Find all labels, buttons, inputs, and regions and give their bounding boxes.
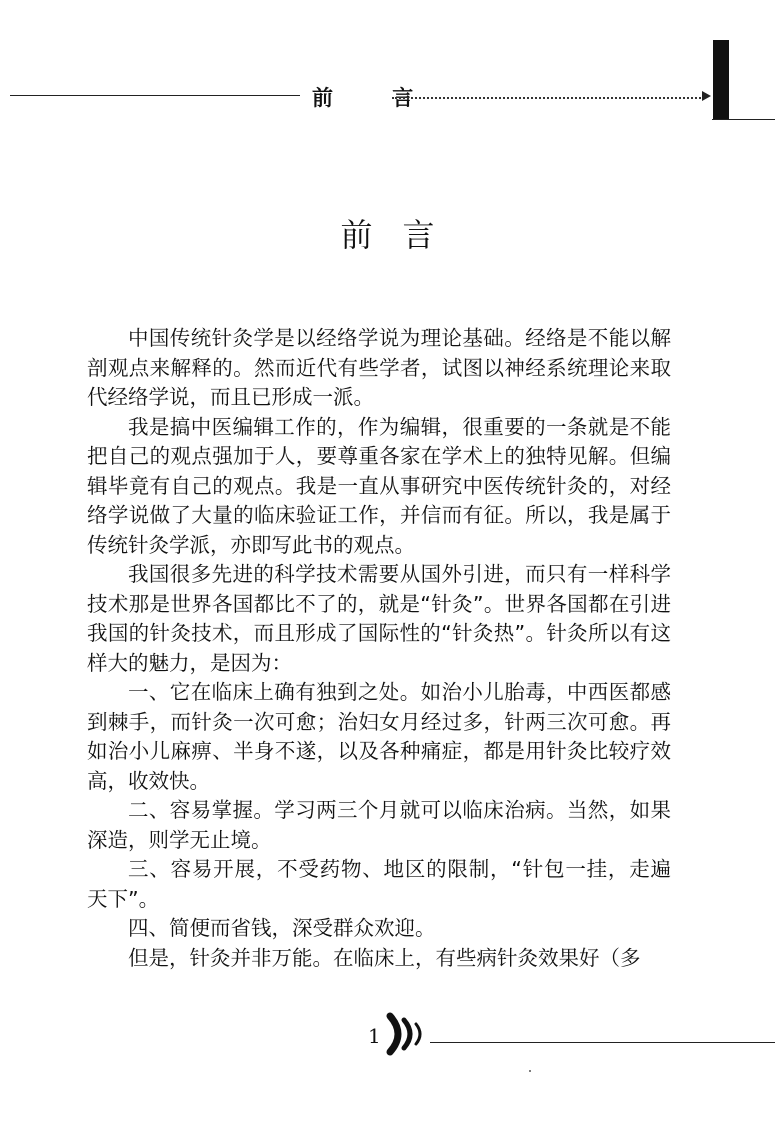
- header-bar-icon: [713, 40, 729, 120]
- paragraph: 我是搞中医编辑工作的，作为编辑，很重要的一条就是不能把自己的观点强加于人，要尊重各家在学术上的独特见解。但编辑毕竟有自己的观点。我是一直从事研究中医传统针灸的，对经络学说做了大量的临床验证工作，并信而有征。所以，我是属于传统针灸学派，亦即写此书的观点。: [87, 414, 671, 557]
- paragraph: 三、容易开展，不受药物、地区的限制，“针包一挂，走遍天下”。: [87, 857, 671, 911]
- paragraph: 我国很多先进的科学技术需要从国外引进，而只有一样科学技术那是世界各国都比不了的，就是“针灸”。世界各国都在引进我国的针灸技术，而且形成了国际性的“针灸热”。针灸所以有这样大的魅力，是因为：: [87, 562, 671, 675]
- header-rule-right: [712, 119, 775, 120]
- header-dotted-leader: [392, 97, 704, 99]
- paragraph: 中国传统针灸学是以经络学说为理论基础。经络是不能以解剖观点来解释的。然而近代有些学者，试图以神经系统理论来取代经络学说，而且已形成一派。: [87, 326, 671, 409]
- page-number: 1: [368, 1024, 381, 1048]
- footer-arcs-icon: [384, 1010, 432, 1058]
- scan-speck: [529, 1070, 531, 1072]
- running-header-title: 前 言: [312, 86, 440, 110]
- header-rule-left: [10, 95, 300, 96]
- paragraph: 一、它在临床上确有独到之处。如治小儿胎毒，中西医都感到棘手，而针灸一次可愈；治妇女月经过多，针两三次可愈。再如治小儿麻痹、半身不遂，以及各种痛症，都是用针灸比较疗效高，收效快。: [87, 680, 671, 793]
- page-title: 前言: [340, 216, 465, 254]
- paragraph: 二、容易掌握。学习两三个月就可以临床治病。当然，如果深造，则学无止境。: [87, 798, 671, 852]
- body-text: [87, 324, 671, 973]
- paragraph: 四、简便而省钱，深受群众欢迎。: [128, 916, 436, 940]
- footer-rule: [430, 1042, 775, 1043]
- paragraph: 但是，针灸并非万能。在临床上，有些病针灸效果好（多: [128, 945, 641, 970]
- header-arrow-icon: [702, 91, 711, 101]
